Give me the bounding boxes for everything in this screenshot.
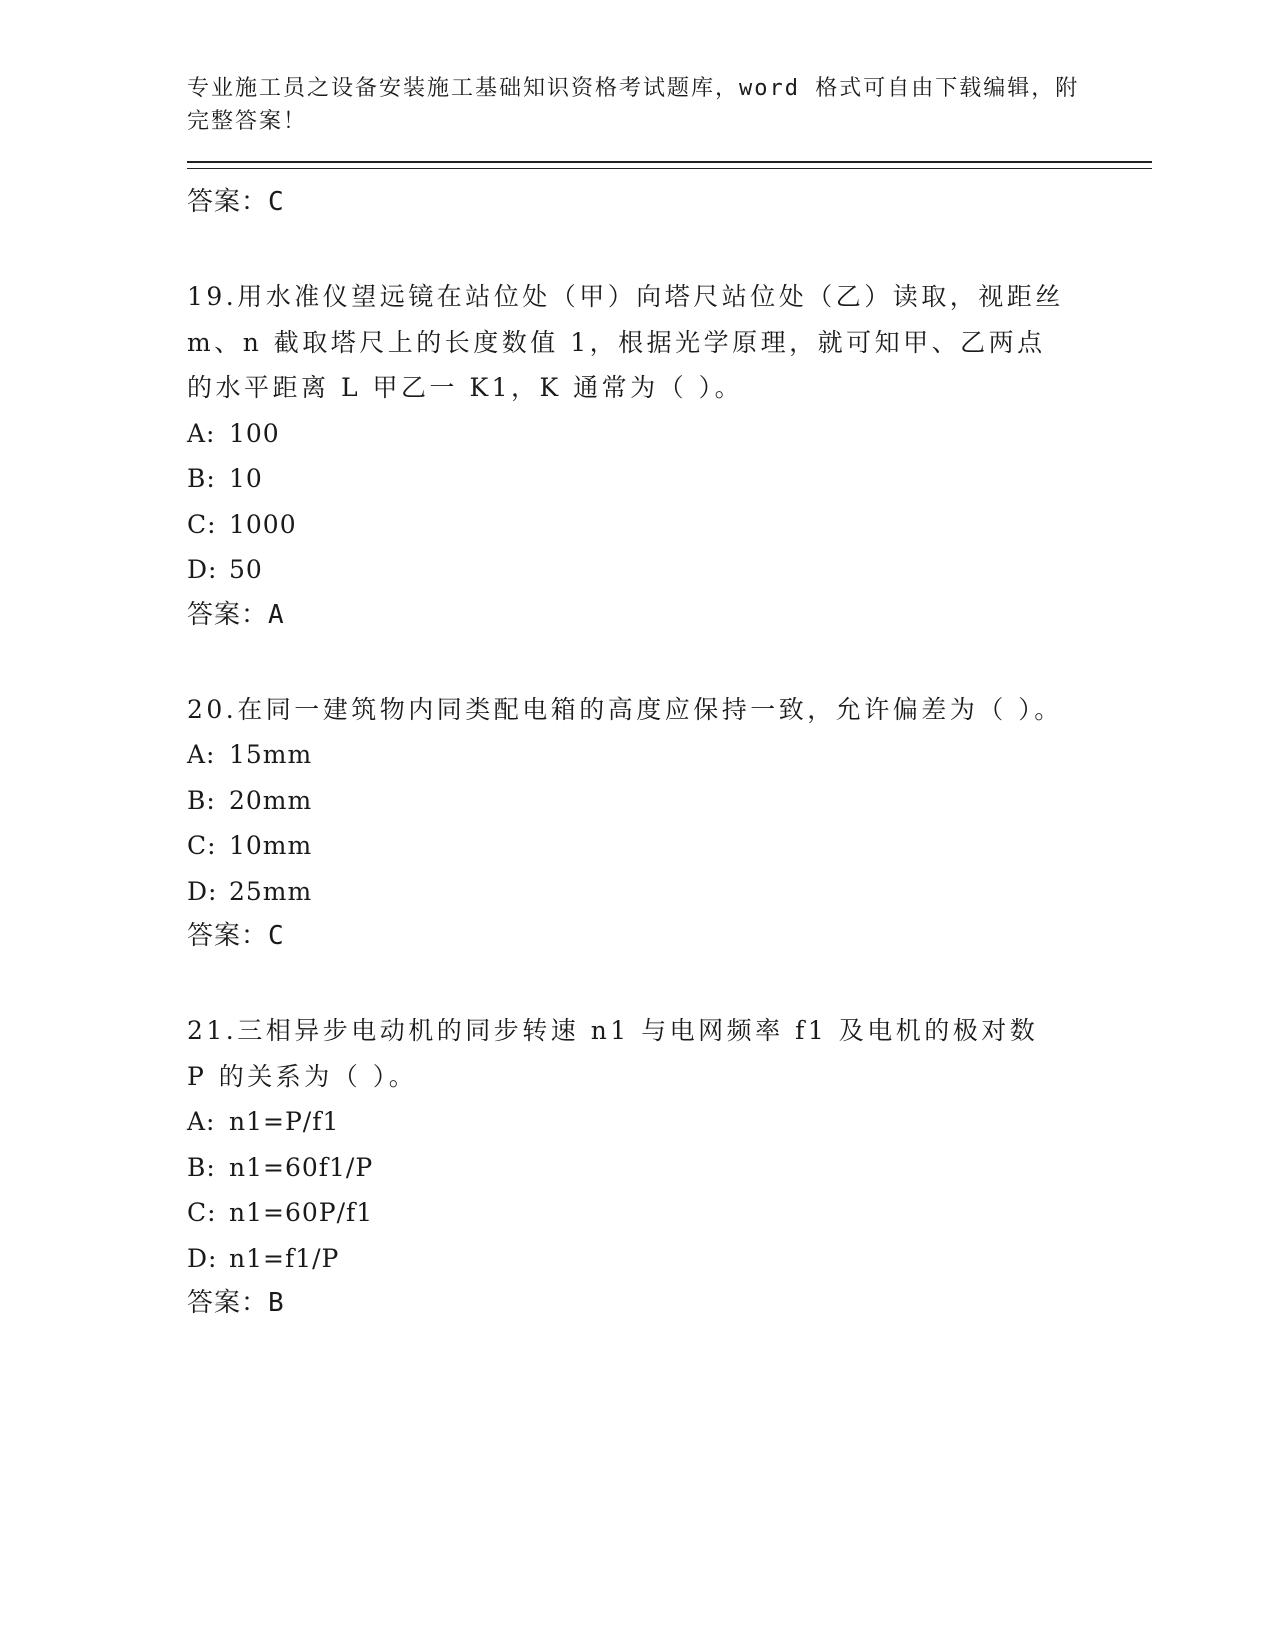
option-text: 10 [229, 464, 263, 493]
option-label: A: [187, 418, 216, 448]
answer-line: 答案：A [187, 599, 285, 630]
option-label: A: [187, 740, 216, 769]
option-b [187, 778, 1147, 824]
document-page [187, 72, 1147, 1325]
question-20 [187, 687, 1147, 959]
option-label: C: [187, 831, 217, 860]
option-label: B: [187, 785, 216, 815]
option-text: 20mm [229, 785, 313, 815]
option-d [187, 1236, 1147, 1282]
question-stem: 20.在同一建筑物内同类配电箱的高度应保持一致，允许偏差为（ ）。 [187, 694, 1063, 724]
question-stem: 21.三相异步电动机的同步转速 n1 与电网频率 f1 及电机的极对数 P 的关系为（ ）。 [187, 1016, 1039, 1091]
option-d [187, 869, 1147, 915]
option-label: D: [187, 1243, 218, 1273]
option-a [187, 732, 1147, 778]
option-label: B: [187, 464, 216, 493]
option-text: n1=60f1/P [229, 1152, 374, 1182]
option-label: D: [187, 876, 218, 906]
header-divider [187, 161, 1152, 169]
option-label: A: [187, 1107, 216, 1136]
option-b [187, 456, 1147, 502]
option-text: 15mm [229, 740, 313, 769]
answer-line: 答案：B [187, 1288, 285, 1318]
option-label: B: [187, 1152, 216, 1182]
option-d [187, 547, 1147, 593]
option-b [187, 1145, 1147, 1191]
answer-line: 答案：C [187, 921, 285, 951]
option-text: 1000 [229, 509, 297, 539]
option-text: 25mm [229, 876, 313, 906]
document-header: 专业施工员之设备安装施工基础知识资格考试题库，word 格式可自由下载编辑，附完整答案！ [187, 76, 1080, 134]
option-c [187, 823, 1147, 869]
option-text: n1=60P/f1 [229, 1198, 374, 1227]
option-text: 10mm [229, 831, 313, 860]
previous-answer: 答案：C [187, 187, 285, 217]
question-stem: 19.用水准仪望远镜在站位处（甲）向塔尺站位处（乙）读取，视距丝m、n 截取塔尺上的长度数值 1，根据光学原理，就可知甲、乙两点的水平距离 L 甲乙一 K1，K 通常为（ ）。 [187, 282, 1064, 402]
question-19 [187, 274, 1147, 637]
option-text: n1=f1/P [229, 1243, 340, 1273]
question-21 [187, 1008, 1147, 1325]
option-text: n1=P/f1 [229, 1107, 340, 1136]
option-label: C: [187, 1198, 217, 1227]
option-a [187, 411, 1147, 457]
option-c [187, 502, 1147, 548]
option-a [187, 1099, 1147, 1145]
option-label: D: [187, 555, 218, 584]
option-text: 50 [229, 555, 263, 584]
option-text: 100 [229, 418, 280, 448]
option-c [187, 1190, 1147, 1236]
option-label: C: [187, 509, 217, 539]
